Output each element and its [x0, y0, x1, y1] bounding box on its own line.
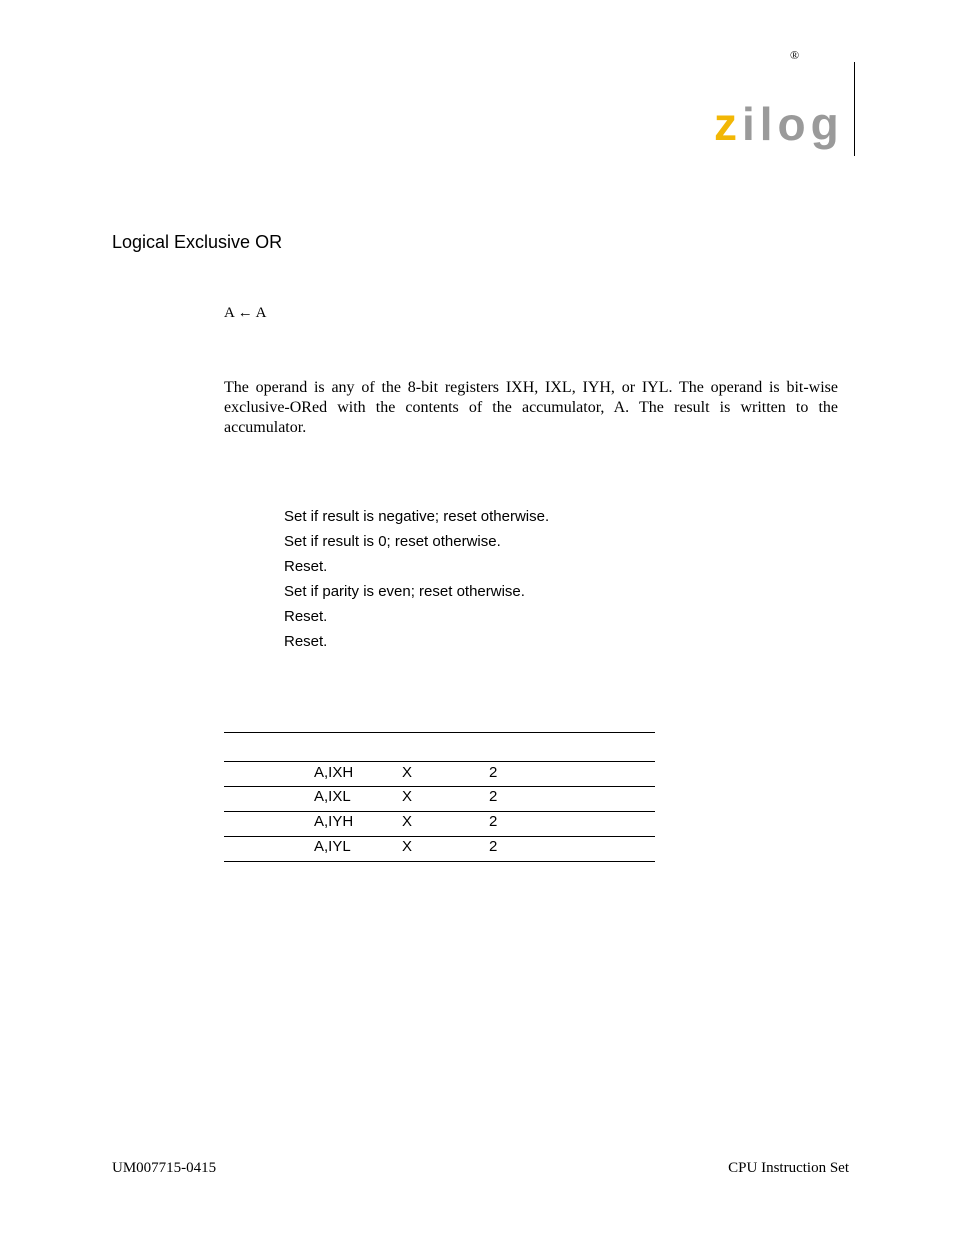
operand-cell: A,IYH	[314, 813, 354, 830]
table-row-rule	[224, 836, 655, 837]
operand-cell: A,IXL	[314, 788, 351, 805]
description-paragraph: The operand is any of the 8-bit registers IXH, IXL, IYH, or IYL. The operand is bit-wise exclusive-ORed with the contents of the accumulator, A. The result is written to the accumulator.	[224, 379, 838, 436]
count-cell: 2	[489, 788, 498, 805]
footer-section: CPU Instruction Set	[728, 1160, 849, 1176]
table-row-rule	[224, 786, 655, 787]
footer-doc-id: UM007715-0415	[112, 1160, 217, 1176]
flag-description: Reset.	[284, 633, 328, 650]
count-cell: 2	[489, 838, 498, 855]
x-cell: X	[402, 788, 413, 805]
flag-description: Set if result is 0; reset otherwise.	[284, 533, 501, 550]
table-top-rule	[224, 732, 655, 733]
logo-z: z	[714, 100, 737, 150]
count-cell: 2	[489, 813, 498, 830]
table-bottom-rule	[224, 861, 655, 862]
flag-description: Reset.	[284, 608, 328, 625]
table-row-rule	[224, 811, 655, 812]
table-header-rule	[224, 761, 655, 762]
logo-rest: ilog	[742, 100, 844, 150]
registered-mark: ®	[790, 48, 800, 62]
operand-cell: A,IXH	[314, 764, 354, 781]
zilog-logo	[712, 100, 847, 160]
operand-cell: A,IYL	[314, 838, 351, 855]
flag-description: Set if parity is even; reset otherwise.	[284, 583, 525, 600]
flag-description: Set if result is negative; reset otherwise.	[284, 508, 550, 525]
operation-formula: A ← A	[224, 305, 267, 321]
header-divider	[854, 62, 855, 156]
x-cell: X	[402, 838, 413, 855]
section-title: Logical Exclusive OR	[112, 232, 283, 252]
count-cell: 2	[489, 764, 498, 781]
x-cell: X	[402, 764, 413, 781]
x-cell: X	[402, 813, 413, 830]
flag-description: Reset.	[284, 558, 328, 575]
